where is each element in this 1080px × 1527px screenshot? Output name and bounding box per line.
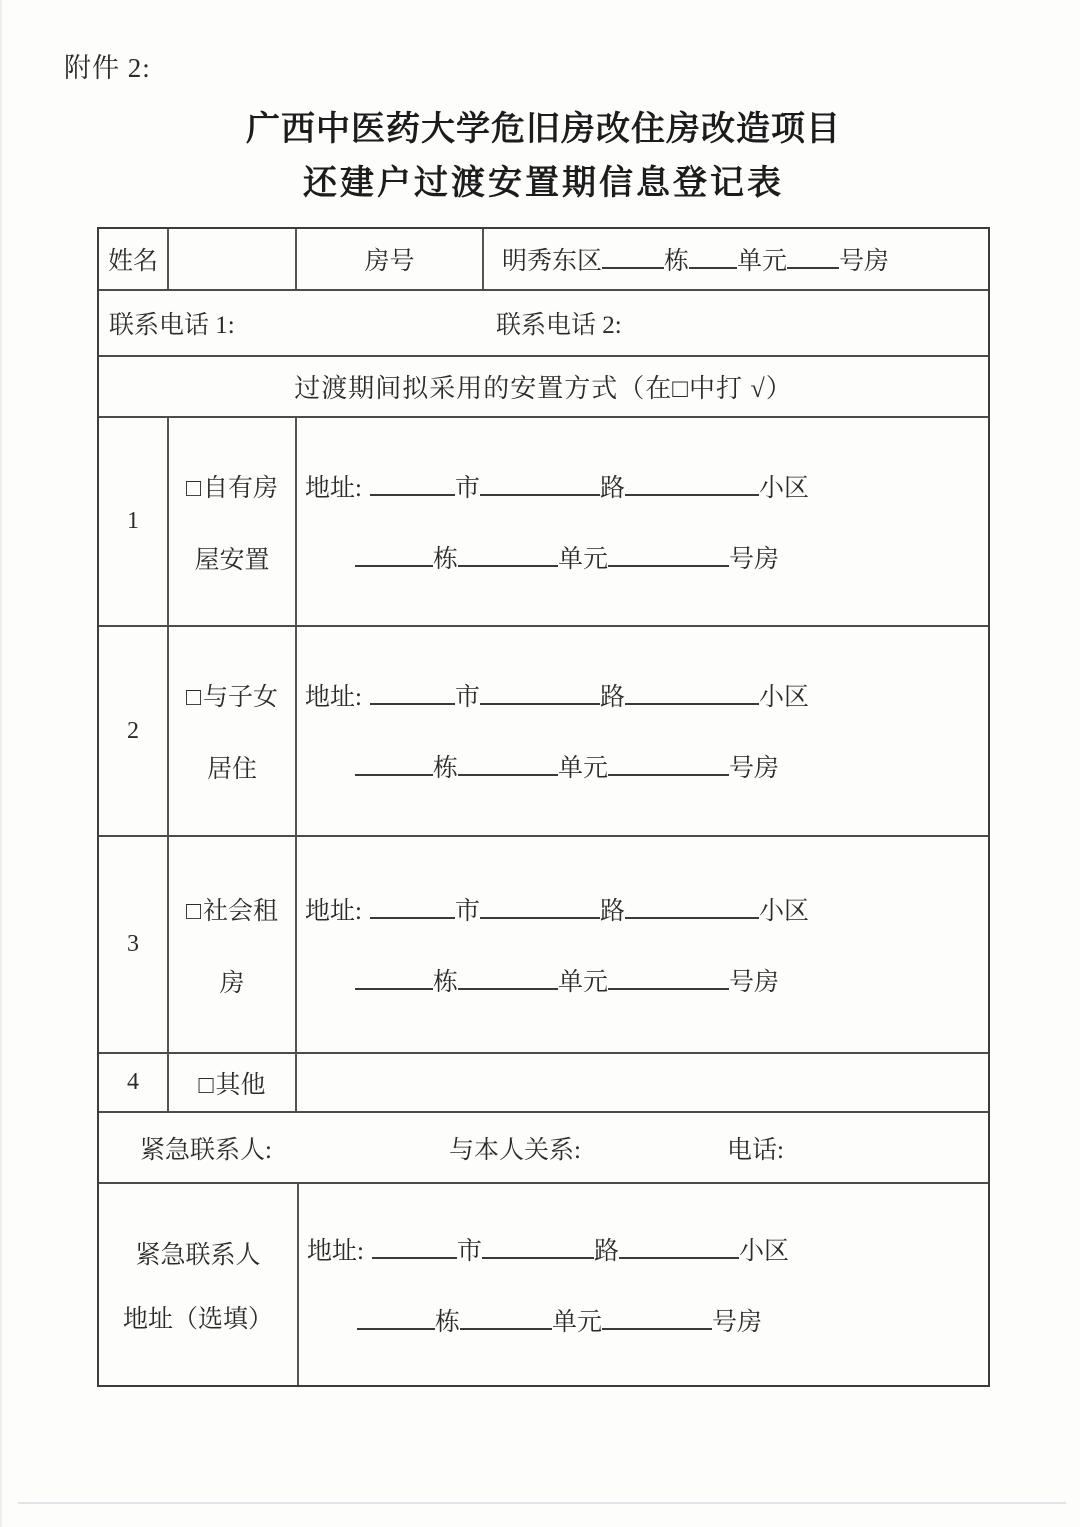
city-label: 市 <box>456 1237 482 1265</box>
option-2-label-line1: 与子女 <box>203 684 279 711</box>
fill-line-road[interactable] <box>480 889 600 919</box>
fill-line-building[interactable] <box>355 537 433 567</box>
fill-line-city[interactable] <box>372 1229 457 1259</box>
method-header-label: 过渡期间拟采用的安置方式（在□中打 √） <box>294 374 793 403</box>
checkbox-icon[interactable]: □ <box>185 684 202 711</box>
fill-line-room[interactable] <box>608 537 729 567</box>
attachment-label: 附件 2: <box>64 53 151 83</box>
emergency-address-label-line1: 紧急联系人 <box>135 1241 261 1269</box>
building-label: 栋 <box>435 1308 461 1336</box>
fill-line-city[interactable] <box>370 889 455 919</box>
checkbox-icon[interactable]: □ <box>185 897 202 925</box>
option-2-label-line2: 居住 <box>206 756 257 783</box>
community-label: 小区 <box>758 474 809 502</box>
city-label: 市 <box>454 897 480 925</box>
option-1-number: 1 <box>99 418 169 625</box>
address-prefix-label: 地址: <box>305 897 362 925</box>
option-1-address-cell <box>297 418 988 625</box>
option-3-number: 3 <box>99 837 169 1052</box>
fill-line-building[interactable] <box>355 746 433 776</box>
phone-row[interactable] <box>99 289 988 355</box>
building-label: 栋 <box>664 247 690 275</box>
fill-line-community[interactable] <box>625 889 759 919</box>
fill-line-city[interactable] <box>370 466 455 496</box>
road-label: 路 <box>599 897 625 925</box>
emergency-address-label-line2: 地址（选填） <box>122 1305 273 1333</box>
fill-line-room[interactable] <box>602 1300 712 1330</box>
room-no-label: 号房 <box>712 1308 763 1336</box>
option-4-number: 4 <box>99 1054 169 1111</box>
room-no-label: 号房 <box>729 968 780 996</box>
community-label: 小区 <box>758 897 809 925</box>
community-label: 小区 <box>738 1237 789 1265</box>
option-1-label-line2: 屋安置 <box>194 546 270 574</box>
room-number-label: 房号 <box>297 229 484 289</box>
community-label: 小区 <box>758 684 809 711</box>
fill-line-unit[interactable] <box>689 239 737 269</box>
fill-line-unit[interactable] <box>458 746 558 776</box>
option-3-address-cell <box>297 837 988 1052</box>
building-label: 栋 <box>433 755 459 782</box>
room-no-label: 号房 <box>839 247 890 275</box>
unit-label: 单元 <box>558 968 609 996</box>
method-header-row <box>99 355 988 416</box>
option-4-label <box>169 1054 297 1111</box>
city-label: 市 <box>454 684 480 711</box>
fill-line-community[interactable] <box>625 675 759 705</box>
road-label: 路 <box>593 1237 619 1265</box>
fill-line-unit[interactable] <box>458 537 558 567</box>
fill-line-road[interactable] <box>482 1229 594 1259</box>
emergency-address-cell <box>299 1184 988 1385</box>
option-1-label-line1: 自有房 <box>203 474 279 502</box>
emergency-address-label <box>99 1184 299 1385</box>
scan-artifact-line <box>18 1502 1066 1504</box>
address-prefix-label: 地址: <box>305 474 362 502</box>
emergency-contact-row[interactable] <box>99 1111 988 1182</box>
city-label: 市 <box>454 474 480 502</box>
fill-line-room[interactable] <box>608 960 729 990</box>
option-row-4 <box>99 1052 988 1111</box>
option-2-label <box>169 627 297 835</box>
fill-line-room[interactable] <box>608 746 729 776</box>
fill-line-unit[interactable] <box>458 960 558 990</box>
option-row-2 <box>99 625 988 835</box>
fill-line-community[interactable] <box>619 1229 739 1259</box>
option-3-label <box>169 837 297 1052</box>
fill-line-unit[interactable] <box>460 1300 552 1330</box>
phone2-label: 联系电话 2: <box>496 312 622 339</box>
checkbox-icon[interactable]: □ <box>185 474 202 502</box>
option-row-1 <box>99 416 988 625</box>
unit-label: 单元 <box>558 545 609 573</box>
emergency-address-row <box>99 1182 988 1385</box>
option-row-3 <box>99 835 988 1052</box>
fill-line-building[interactable] <box>602 239 664 269</box>
road-label: 路 <box>599 684 625 711</box>
option-4-blank-cell[interactable] <box>297 1054 988 1111</box>
phone1-label: 联系电话 1: <box>109 312 235 339</box>
building-label: 栋 <box>433 968 459 996</box>
registration-form-table <box>97 227 990 1387</box>
option-4-label-line1: 其他 <box>215 1071 266 1099</box>
fill-line-city[interactable] <box>370 675 455 705</box>
unit-label: 单元 <box>558 755 609 782</box>
name-value-cell[interactable] <box>169 229 297 289</box>
option-2-address-cell <box>297 627 988 835</box>
page-title <box>97 104 990 212</box>
relation-label: 与本人关系: <box>449 1136 581 1164</box>
scan-edge-artifact <box>0 0 2 1527</box>
emergency-contact-label: 紧急联系人: <box>140 1136 272 1164</box>
checkbox-icon[interactable]: □ <box>198 1071 214 1099</box>
option-1-label <box>169 418 297 625</box>
building-label: 栋 <box>433 545 459 573</box>
address-prefix-label: 地址: <box>307 1237 364 1265</box>
fill-line-building[interactable] <box>355 960 433 990</box>
option-2-number: 2 <box>99 627 169 835</box>
unit-label: 单元 <box>552 1308 603 1336</box>
room-prefix-label: 明秀东区 <box>502 247 603 275</box>
road-label: 路 <box>599 474 625 502</box>
fill-line-community[interactable] <box>625 466 759 496</box>
unit-label: 单元 <box>737 247 788 275</box>
fill-line-road[interactable] <box>480 466 600 496</box>
fill-line-road[interactable] <box>480 675 600 705</box>
address-prefix-label: 地址: <box>305 684 362 711</box>
option-3-label-line1: 社会租 <box>203 897 279 925</box>
room-no-label: 号房 <box>729 545 780 573</box>
page-title-line2: 还建户过渡安置期信息登记表 <box>303 164 784 202</box>
room-no-label: 号房 <box>729 755 780 782</box>
option-3-label-line2: 房 <box>219 969 245 997</box>
room-location-cell <box>484 229 988 289</box>
name-room-row <box>99 229 988 289</box>
name-label: 姓名 <box>99 229 169 289</box>
fill-line-building[interactable] <box>357 1300 435 1330</box>
emergency-phone-label: 电话: <box>727 1136 784 1164</box>
page-title-line1: 广西中医药大学危旧房改住房改造项目 <box>246 110 841 148</box>
fill-line-room[interactable] <box>787 239 839 269</box>
